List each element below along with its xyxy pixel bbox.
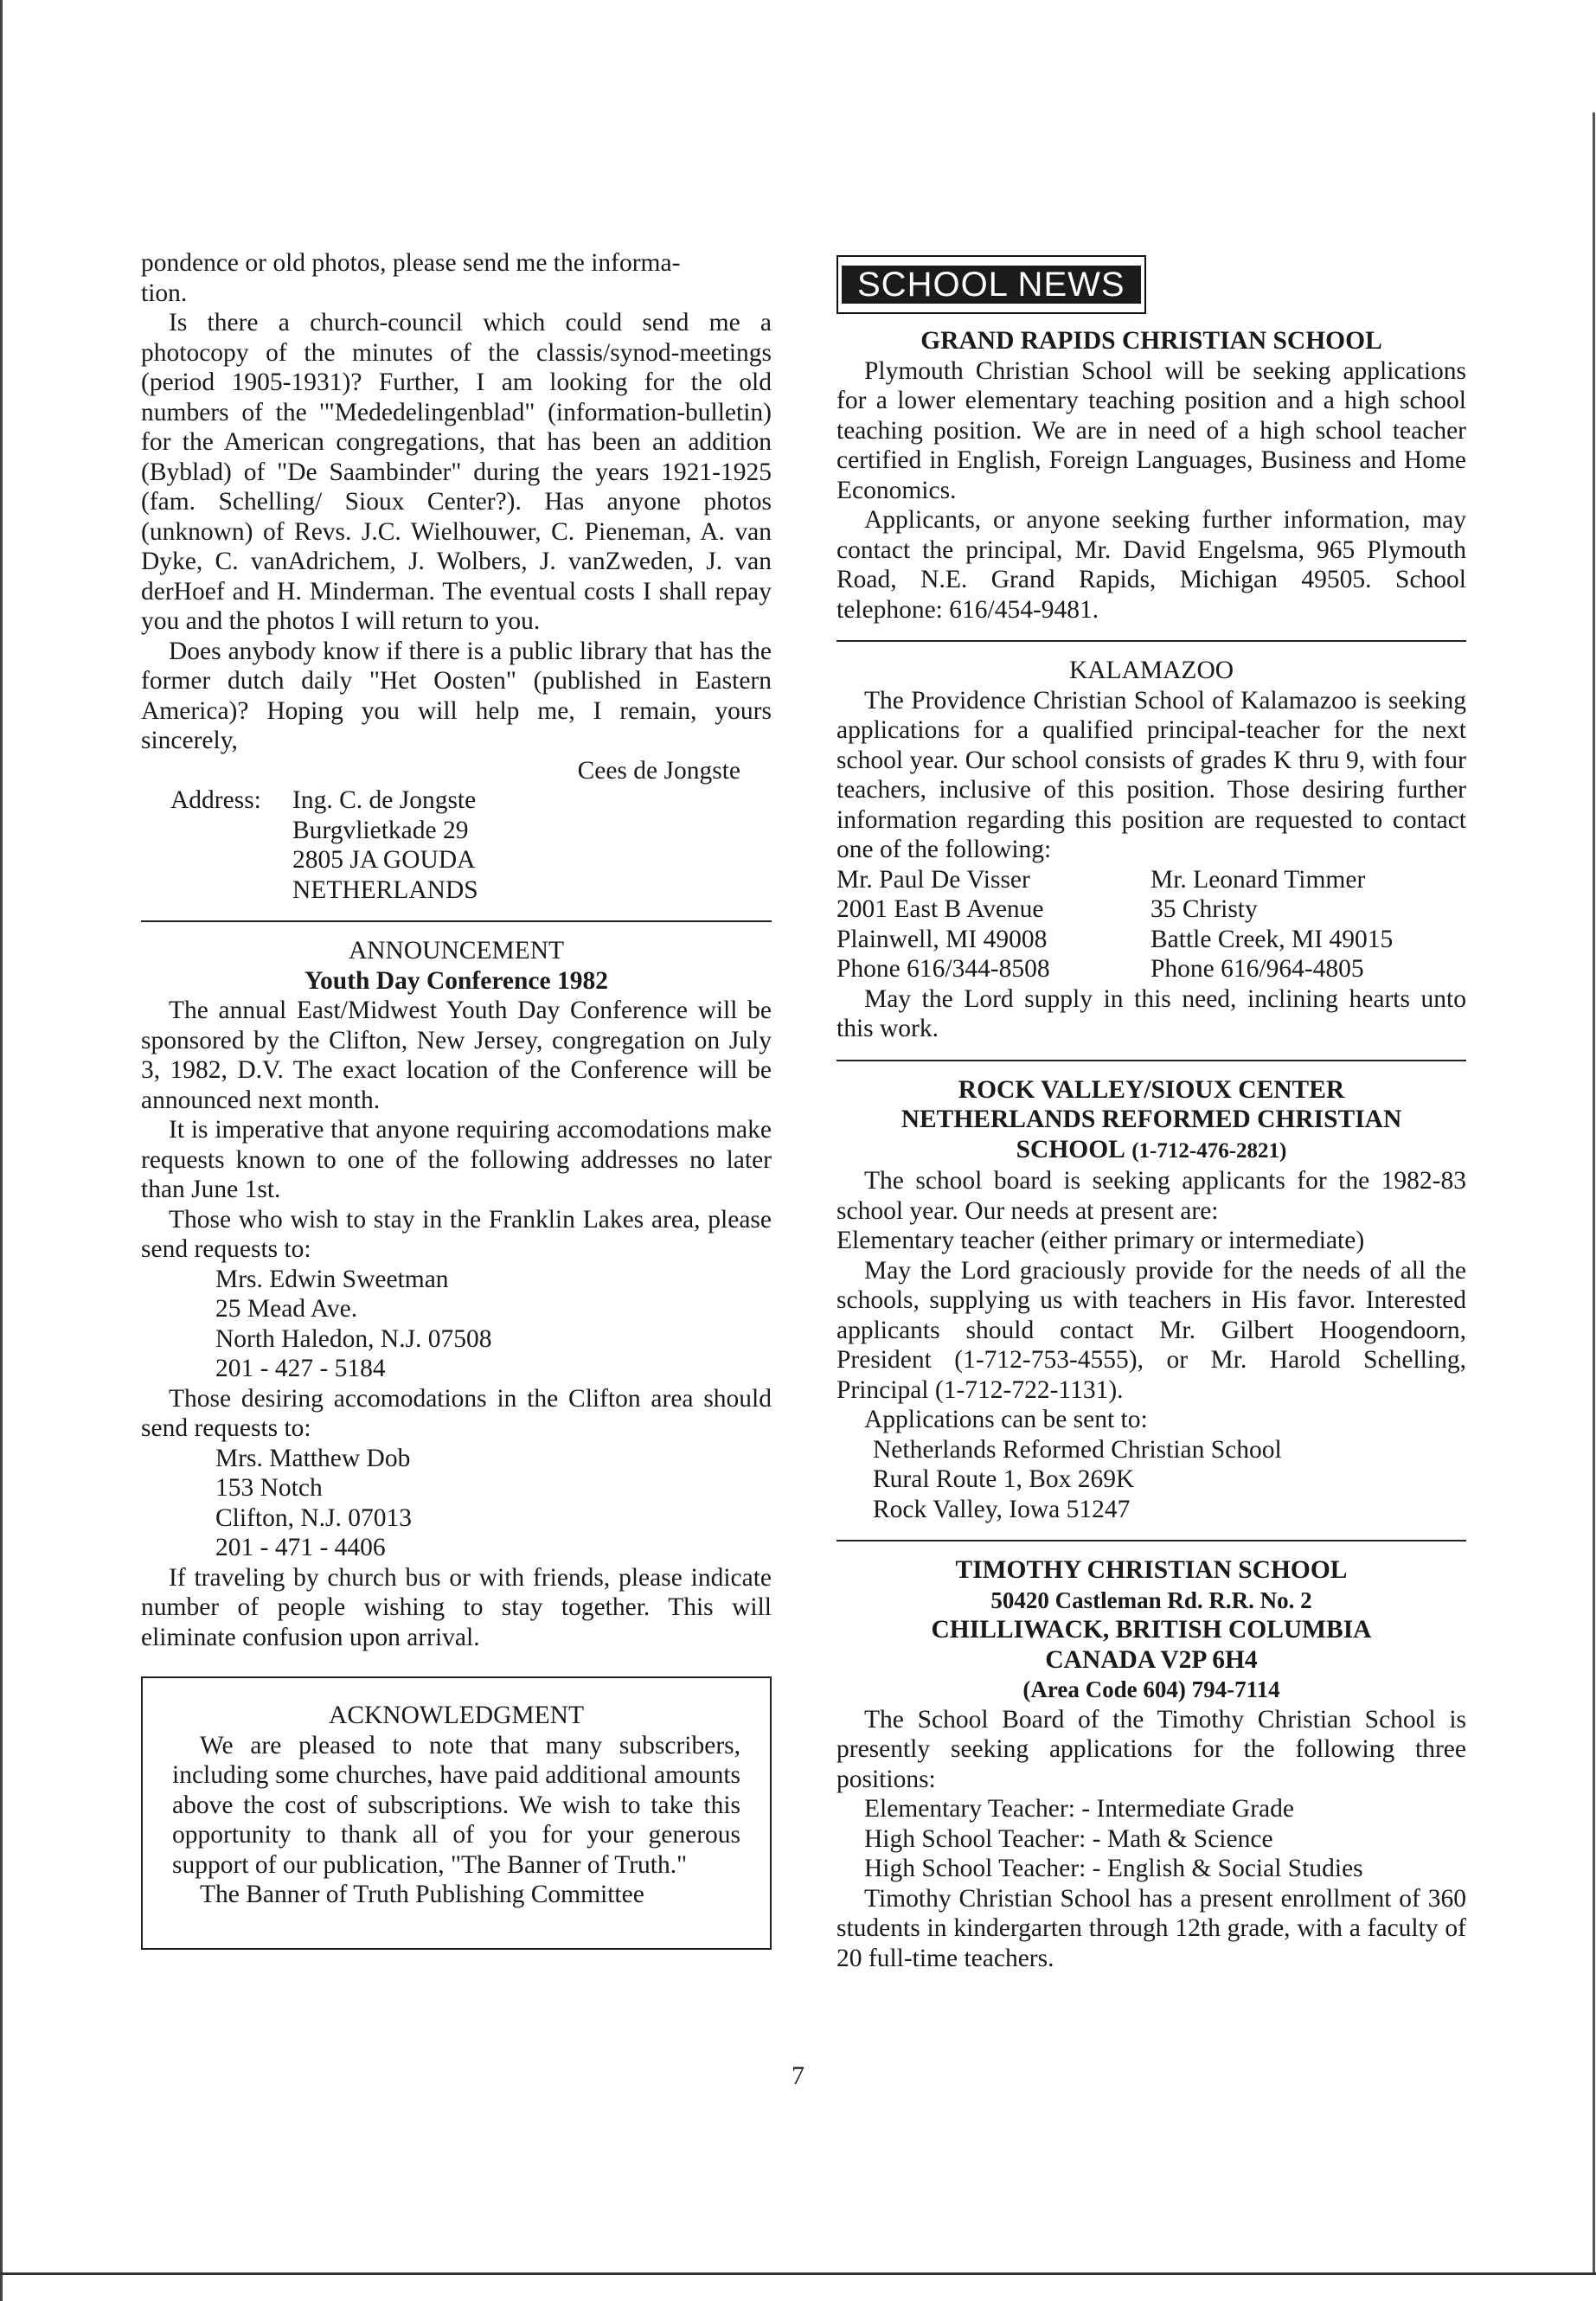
contact-line: Mr. Leonard Timmer — [1151, 865, 1366, 894]
address-line: NETHERLANDS — [292, 875, 478, 904]
announcement-paragraph: Those desiring accomodations in the Clifton area should send requests to: — [141, 1384, 772, 1442]
announcement-subheading: Youth Day Conference 1982 — [304, 966, 608, 995]
letter-paragraph: Does anybody know if there is a public library that has the former dutch daily "Het Oosten" (published in Eastern America)? Hoping you will help me, I remain, yours sincerely, — [141, 637, 772, 754]
school-news-banner — [836, 248, 1466, 326]
letter-opening-line-1: pondence or old photos, please send me the informa- — [141, 249, 681, 277]
contact-line: Phone 616/344-8508 — [836, 955, 1050, 983]
timothy-heading-line: CANADA V2P 6H4 — [1045, 1645, 1258, 1674]
section-divider — [141, 920, 772, 922]
scan-edge-right — [1593, 112, 1595, 2275]
rock-valley-heading-line: ROCK VALLEY/SIOUX CENTER — [958, 1075, 1345, 1104]
acknowledgment-heading: ACKNOWLEDGMENT — [329, 1702, 584, 1729]
kalamazoo-contacts — [836, 865, 1466, 984]
timothy-heading-line: 50420 Castleman Rd. R.R. No. 2 — [990, 1586, 1312, 1613]
rock-valley-heading-line: NETHERLANDS REFORMED CHRISTIAN — [901, 1106, 1402, 1133]
contact-line: 201 - 427 - 5184 — [215, 1355, 386, 1382]
grand-rapids-section — [836, 326, 1466, 625]
contact-dob — [141, 1444, 772, 1563]
position-line: High School Teacher: - Math & Science — [864, 1824, 1273, 1853]
announcement-section — [141, 936, 772, 1652]
contact-line: Mrs. Edwin Sweetman — [215, 1265, 449, 1293]
timothy-section — [836, 1555, 1466, 1973]
section-divider — [836, 640, 1466, 642]
rock-valley-section — [836, 1075, 1466, 1525]
rock-valley-school-word: SCHOOL — [1016, 1135, 1125, 1163]
position-line: High School Teacher: - English & Social Studies — [864, 1855, 1363, 1882]
contact-line: Battle Creek, MI 49015 — [1151, 925, 1394, 953]
page-number: 7 — [792, 2061, 804, 2090]
announcement-paragraph: It is imperative that anyone requiring accomodations make requests known to one of the following addresses no later than June 1st. — [141, 1116, 772, 1203]
rock-valley-phone: (1-712-476-2821) — [1131, 1138, 1287, 1163]
contact-line: Clifton, N.J. 07013 — [215, 1503, 412, 1532]
kalamazoo-heading: KALAMAZOO — [1068, 657, 1234, 684]
kalamazoo-section — [836, 656, 1466, 1044]
kalamazoo-closing: May the Lord supply in this need, inclining hearts unto this work. — [836, 984, 1466, 1042]
acknowledgment-signature: The Banner of Truth Publishing Committee — [200, 1881, 644, 1908]
contact-line: Mrs. Matthew Dob — [215, 1444, 411, 1472]
left-column — [141, 248, 772, 1950]
rock-valley-paragraph: The school board is seeking applicants for the 1982-83 school year. Our needs at present are: — [836, 1167, 1466, 1225]
letter-section — [141, 248, 772, 905]
letter-paragraph: Is there a church-council which could send me a photocopy of the minutes of the classis/synod-meetings (period 1905-1931)? Further, I am looking for the old numbers of the '"Mededelingenblad" (information-bulletin) for the American congregations, that has been an addition (Byblad) of "De Saambinder" during the years 1921-1925 (fam. Schelling/ Sioux Center?). Has anyone photos (unknown) of Revs. J.C. Wielhouwer, C. Pieneman, A. van Dyke, C. vanAdrichem, J. Wolbers, J. vanZweden, J. van derHoef and H. Minderman. The eventual costs I shall repay you and the photos I will return to you. — [141, 309, 772, 635]
timothy-heading-line: CHILLIWACK, BRITISH COLUMBIA — [931, 1616, 1372, 1644]
contact-line: North Haledon, N.J. 07508 — [215, 1324, 492, 1353]
address-line: Netherlands Reformed Christian School — [873, 1435, 1282, 1464]
contact-line: 201 - 471 - 4406 — [215, 1534, 386, 1561]
kalamazoo-paragraph: The Providence Christian School of Kalamazoo is seeking applications for a qualified principal-teacher for the next school year. Our school consists of grades K thru 9, with four teachers, inclusive of this position. Those desiring further information regarding this position are requested to contact one of the following: — [836, 686, 1466, 863]
announcement-paragraph: The annual East/Midwest Youth Day Conference will be sponsored by the Clifton, New Jersey, congregation on July 3, 1982, D.V. The exact location of the Conference will be announced next month. — [141, 997, 772, 1114]
section-divider — [836, 1060, 1466, 1061]
contact-line: 25 Mead Ave. — [215, 1295, 358, 1323]
address-label: Address: — [170, 786, 261, 814]
letter-address — [141, 785, 772, 905]
grand-rapids-paragraph: Plymouth Christian School will be seeking applications for a lower elementary teaching position and a high school teaching position. We are in need of a high school teacher certified in English, Foreign Languages, Business and Home Economics. — [836, 356, 1466, 504]
address-line: Rock Valley, Iowa 51247 — [873, 1495, 1131, 1523]
scan-edge-left — [0, 0, 3, 2301]
position-line: Elementary Teacher: - Intermediate Grade — [864, 1795, 1294, 1823]
timothy-heading-line: (Area Code 604) 794-7114 — [1022, 1676, 1280, 1702]
address-line: Rural Route 1, Box 269K — [873, 1465, 1135, 1493]
grand-rapids-heading: GRAND RAPIDS CHRISTIAN SCHOOL — [920, 327, 1382, 355]
contact-line: Mr. Paul De Visser — [836, 865, 1030, 894]
contact-line: Plainwell, MI 49008 — [836, 925, 1048, 953]
rock-valley-paragraph: May the Lord graciously provide for the needs of all the schools, supplying us with teachers in His favor. Interested applicants should contact Mr. Gilbert Hoogendoorn, President (1-712-753-4555), or Mr. Harold Schelling, Principal (1-712-722-1131). — [836, 1256, 1466, 1404]
timothy-heading-line: TIMOTHY CHRISTIAN SCHOOL — [955, 1556, 1348, 1584]
contact-de-visser — [836, 865, 1151, 984]
contact-line: 2001 East B Avenue — [836, 895, 1044, 923]
grand-rapids-paragraph: Applicants, or anyone seeking further information, may contact the principal, Mr. David Engelsma, 965 Plymouth Road, N.E. Grand Rapids, Michigan 49505. School telephone: 616/454-9481. — [836, 506, 1466, 624]
right-column — [836, 248, 1466, 1973]
timothy-paragraph: Timothy Christian School has a present enrollment of 360 students in kindergarten through 12th grade, with a faculty of 20 full-time teachers. — [836, 1884, 1466, 1972]
rock-valley-need: Elementary teacher (either primary or intermediate) — [836, 1227, 1365, 1254]
address-line: Burgvlietkade 29 — [292, 816, 469, 844]
announcement-paragraph: Those who wish to stay in the Franklin Lakes area, please send requests to: — [141, 1205, 772, 1263]
announcement-heading: ANNOUNCEMENT — [348, 937, 565, 965]
letter-opening-line-2: tion. — [141, 279, 188, 307]
contact-line: Phone 616/964-4805 — [1151, 955, 1364, 983]
acknowledgment-body: We are pleased to note that many subscribers, including some churches, have paid additional amounts above the cost of subscriptions. We wish to take this opportunity to thank all of you for your generous support of our publication, "The Banner of Truth." — [172, 1731, 740, 1879]
rock-valley-applications-intro: Applications can be sent to: — [864, 1406, 1148, 1433]
contact-line: 35 Christy — [1151, 895, 1258, 923]
scan-edge-bottom — [0, 2272, 1596, 2275]
contact-line: 153 Notch — [215, 1474, 323, 1502]
address-line: Ing. C. de Jongste — [292, 786, 477, 814]
rock-valley-address — [836, 1435, 1466, 1525]
section-divider — [836, 1540, 1466, 1541]
timothy-positions — [836, 1794, 1466, 1884]
letter-signature: Cees de Jongste — [577, 756, 740, 785]
contact-sweetman — [141, 1265, 772, 1384]
timothy-paragraph: The School Board of the Timothy Christian School is presently seeking applications for the following three positions: — [836, 1705, 1466, 1793]
rock-valley-heading-line — [836, 1135, 1466, 1167]
acknowledgment-box — [141, 1676, 772, 1950]
contact-timmer — [1151, 865, 1466, 984]
school-news-label: SCHOOL NEWS — [842, 266, 1141, 304]
announcement-paragraph: If traveling by church bus or with friends, please indicate number of people wishing to stay together. This will eliminate confusion upon arrival. — [141, 1563, 772, 1651]
address-line: 2805 JA GOUDA — [292, 846, 476, 874]
